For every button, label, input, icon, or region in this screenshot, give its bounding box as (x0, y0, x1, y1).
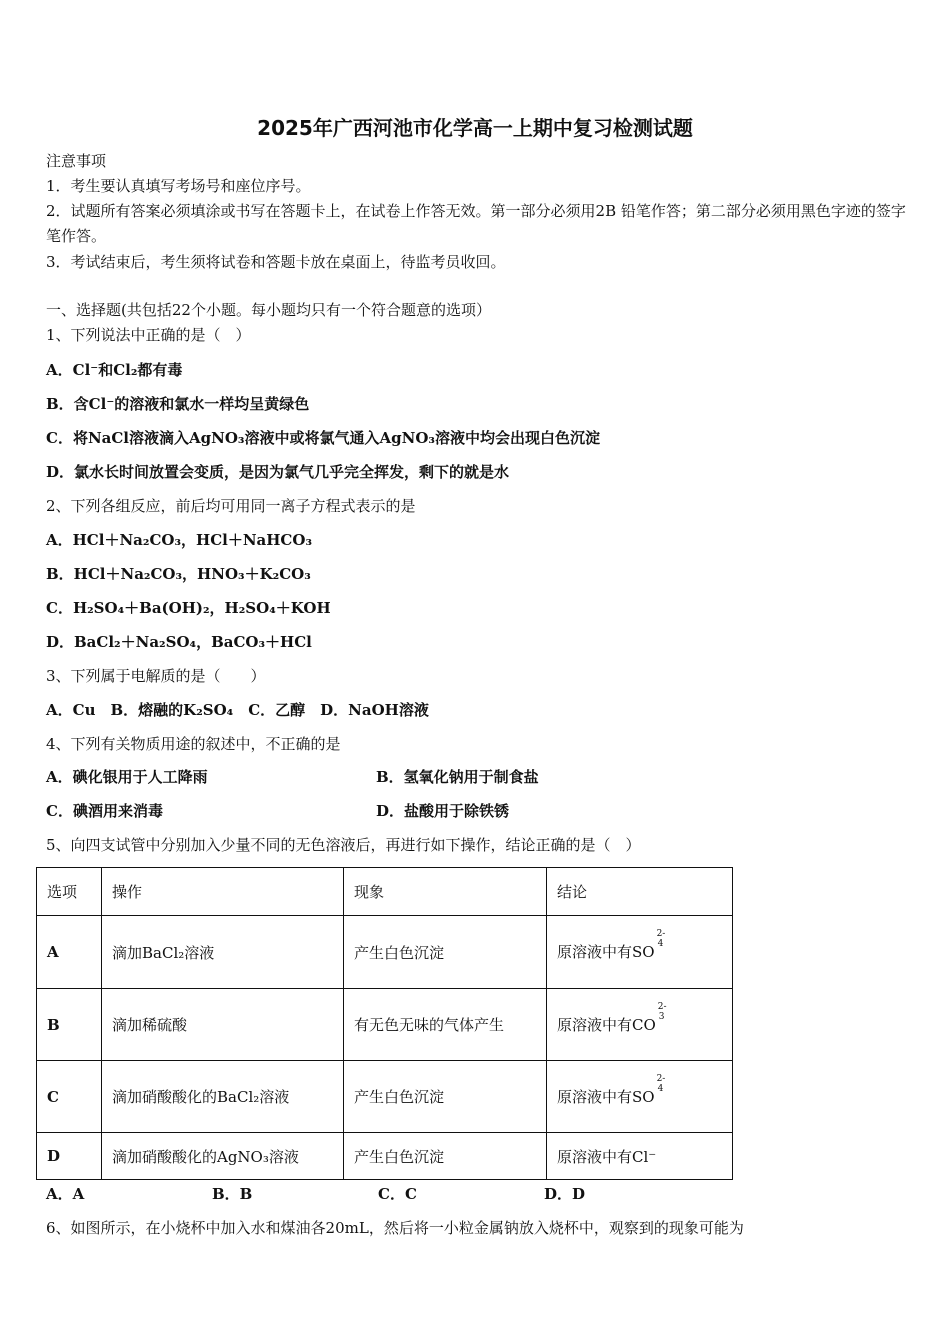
table-header: 现象 (344, 868, 547, 916)
option-a: A．HCl＋Na₂CO₃，HCl＋NaHCO₃ (46, 531, 313, 549)
question-stem: 3、下列属于电解质的是（ ） (46, 667, 266, 685)
options-row (46, 1184, 710, 1204)
option-d: D．盐酸用于除铁锈 (376, 802, 510, 820)
ion-label (655, 929, 667, 963)
table-cell: 原溶液中有Cl⁻ (547, 1133, 733, 1180)
option-c: C．C (378, 1185, 417, 1203)
notice-item: 2．试题所有答案必须填涂或书写在答题卡上，在试卷上作答无效。第一部分必须用2B 铅笔作答；第二部分必须用黑色字迹的签字笔作答。 (46, 202, 906, 245)
table-cell: 滴加稀硫酸 (102, 989, 344, 1061)
option-b: B．B (212, 1185, 253, 1203)
option-c: C．H₂SO₄＋Ba(OH)₂，H₂SO₄＋KOH (46, 599, 331, 617)
question-stem: 2、下列各组反应，前后均可用同一离子方程式表示的是 (46, 497, 416, 515)
options-row (46, 767, 906, 787)
notice-item: 3．考试结束后，考生须将试卷和答题卡放在桌面上，待监考员收回。 (46, 253, 506, 271)
table-row (37, 1133, 733, 1180)
option-c: C．碘酒用来消毒 (46, 802, 163, 820)
table-header-row (37, 868, 733, 916)
ion-subscript: 3 (658, 1011, 665, 1022)
section-heading: 一、选择题(共包括22个小题。每小题均只有一个符合题意的选项） (46, 301, 491, 319)
ion-charge: 2- (657, 1001, 667, 1012)
conclusion-text: 原溶液中有SO (557, 943, 655, 961)
table-cell: 有无色无味的气体产生 (344, 989, 547, 1061)
table-cell: 滴加硝酸酸化的BaCl₂溶液 (102, 1061, 344, 1133)
ion-subscript: 4 (657, 939, 664, 949)
table-cell: 产生白色沉淀 (344, 1133, 547, 1180)
conclusion-text: 原溶液中有SO (557, 1087, 655, 1106)
table-row (37, 989, 733, 1061)
table-cell: 滴加硝酸酸化的AgNO₃溶液 (102, 1133, 344, 1180)
table-header: 选项 (37, 868, 102, 916)
option-d: D．D (544, 1185, 586, 1203)
option-a: A．碘化银用于人工降雨 (46, 768, 208, 786)
options-row: A．Cu B．熔融的K₂SO₄ C．乙醇 D．NaOH溶液 (46, 701, 429, 719)
question-stem: 4、下列有关物质用途的叙述中，不正确的是 (46, 735, 341, 753)
options-row (46, 801, 906, 821)
ion-subscript: 4 (657, 1083, 664, 1094)
table-cell: 产生白色沉淀 (344, 916, 547, 989)
question-stem: 5、向四支试管中分别加入少量不同的无色溶液后，再进行如下操作，结论正确的是（ ） (46, 836, 641, 854)
option-b: B．HCl＋Na₂CO₃，HNO₃＋K₂CO₃ (46, 565, 311, 583)
question-stem: 1、下列说法中正确的是（ ） (46, 326, 251, 344)
table-cell: D (37, 1133, 102, 1180)
table-cell: C (37, 1061, 102, 1133)
table-cell: 产生白色沉淀 (344, 1061, 547, 1133)
table-cell: 滴加BaCl₂溶液 (102, 916, 344, 989)
option-d: D．BaCl₂＋Na₂SO₄，BaCO₃＋HCl (46, 633, 312, 651)
notice-heading: 注意事项 (46, 152, 107, 170)
table-cell: B (37, 989, 102, 1061)
table-header: 操作 (102, 868, 344, 916)
experiment-table (36, 867, 733, 1180)
option-b: B．氢氧化钠用于制食盐 (376, 768, 539, 786)
option-a: A．Cl⁻和Cl₂都有毒 (46, 361, 183, 379)
table-row (37, 1061, 733, 1133)
ion-label (655, 1073, 667, 1108)
table-cell: A (37, 916, 102, 989)
option-b: B．含Cl⁻的溶液和氯水一样均呈黄绿色 (46, 395, 310, 413)
table-cell (547, 989, 733, 1061)
ion-charge: 2- (656, 1073, 666, 1084)
ion-label (656, 1001, 668, 1036)
notice-item: 1．考生要认真填写考场号和座位序号。 (46, 177, 311, 195)
ion-charge: 2- (656, 929, 666, 939)
question-stem: 6、如图所示，在小烧杯中加入水和煤油各20mL，然后将一小粒金属钠放入烧杯中，观察到的现象可能为 (46, 1219, 744, 1237)
option-d: D．氯水长时间放置会变质，是因为氯气几乎完全挥发，剩下的就是水 (46, 463, 510, 481)
option-c: C．将NaCl溶液滴入AgNO₃溶液中或将氯气通入AgNO₃溶液中均会出现白色沉淀 (46, 429, 600, 447)
table-header: 结论 (547, 868, 733, 916)
conclusion-text: 原溶液中有CO (557, 1015, 656, 1034)
table-row (37, 916, 733, 989)
option-a: A．A (46, 1185, 85, 1203)
page-title: 2025年广西河池市化学高一上期中复习检测试题 (257, 116, 693, 140)
table-cell (547, 1061, 733, 1133)
table-cell (547, 916, 733, 989)
